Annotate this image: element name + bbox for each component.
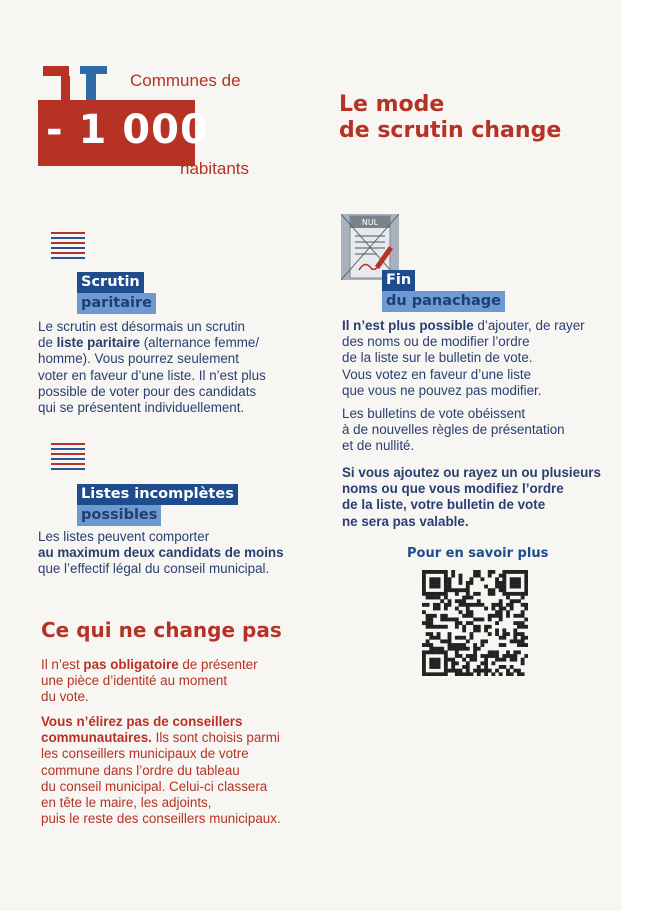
listes-text-line1: Les listes peuvent comporter [38, 529, 210, 544]
scrutin-label-line1: Scrutin [77, 272, 144, 293]
scrutin-text-line: Le scrutin est désormais un scrutin [38, 319, 245, 334]
listes-label-line2: possibles [77, 505, 161, 526]
scrutin-text-line: voter en faveur d’une liste. Il n’est plus [38, 367, 266, 383]
scrutin-label-line2: paritaire [77, 293, 156, 314]
lines-icon-1 [51, 232, 85, 262]
scrutin-text [38, 319, 266, 416]
panachage-p2: Les bulletins de vote obéissent à de nouvelles règles de présentation et de nullité. [342, 406, 565, 454]
main-title-line2: de scrutin change [339, 118, 562, 143]
scrutin-text-line: de liste paritaire (alternance femme/ [38, 335, 260, 351]
listes-text-line2: au maximum deux candidats de moins [38, 545, 284, 561]
habitants-label: habitants [180, 159, 249, 178]
panachage-label-line2: du panachage [382, 291, 505, 312]
scrutin-text-line: qui se présentent individuellement. [38, 400, 245, 416]
svg-text:NUL: NUL [361, 218, 379, 227]
listes-label [77, 484, 238, 526]
scrutin-label [77, 272, 156, 314]
qr-code-icon[interactable] [422, 570, 528, 676]
qr-title: Pour en savoir plus [407, 546, 549, 561]
panachage-p1: Il n’est plus possible d’ajouter, de rayer des noms ou de modifier l’ordre de la liste sur le bulletin de vote. Vous votez en faveur d’une liste que vous ne pouvez pas modifier. [342, 318, 585, 398]
scrutin-text-line: homme). Vous pourrez seulement [38, 351, 239, 367]
listes-label-line1: Listes incomplètes [77, 484, 238, 505]
logo-red-wall [61, 76, 70, 102]
listes-text [38, 529, 284, 578]
communes-label: Communes de [130, 71, 241, 90]
ne-change-title: Ce qui ne change pas [41, 618, 282, 642]
panachage-label-line1: Fin [382, 270, 415, 291]
scrutin-text-line: possible de voter pour des candidats [38, 383, 257, 399]
listes-text-line3: que l’effectif légal du conseil municipal. [38, 561, 270, 577]
ne-change-p1: Il n’est pas obligatoire de présenter une pièce d’identité au moment du vote. [41, 657, 258, 705]
page-edge [622, 0, 655, 911]
main-title [339, 92, 561, 144]
logo-red-roof [43, 66, 69, 76]
ne-change-p2: Vous n’élirez pas de conseillers communautaires. Ils sont choisis parmi les conseillers municipaux de votre commune dans l’ordre du tableau du conseil municipal. Celui-ci classera en tête le maire, les adjoints, puis le reste des conseillers municipaux. [41, 714, 281, 827]
lines-icon-2 [51, 443, 85, 473]
main-title-line1: Le mode [339, 92, 445, 117]
panachage-p3: Si vous ajoutez ou rayez un ou plusieurs noms ou que vous modifiez l’ordre de la liste, votre bulletin de vote ne sera pas valable. [342, 465, 601, 529]
panachage-label [382, 270, 505, 312]
big-number: - 1 000 [46, 107, 209, 153]
logo-blue-roof [80, 66, 107, 74]
